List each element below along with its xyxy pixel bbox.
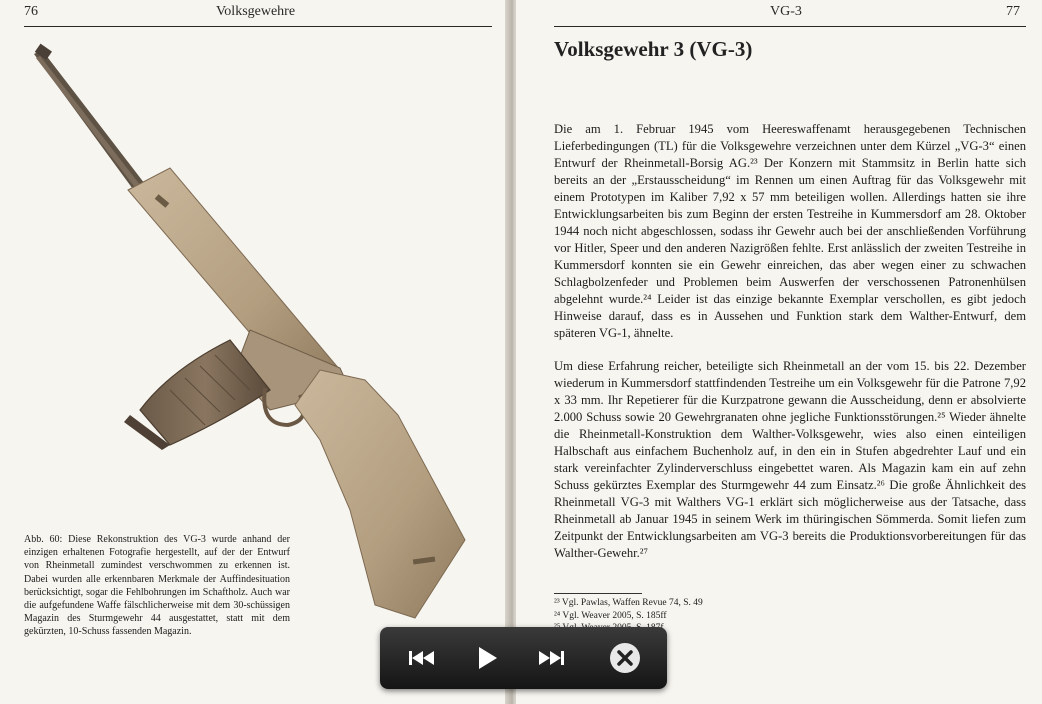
chapter-title: Volksgewehr 3 (VG-3) <box>554 37 753 61</box>
play-button[interactable] <box>469 640 505 676</box>
left-page <box>0 0 512 704</box>
close-icon <box>609 642 641 674</box>
paragraph-1: Die am 1. Februar 1945 vom Heereswaffenamt herausgegebenen Technischen Lieferbedingungen (TL) für die Volksgewehre verzeichnen unter dem Kürzel „VG-3“ einen Entwurf der Rheinmetall-Borsig AG.²³ Der Konzern mit Stammsitz in Berlin hatte sich bereits an der „Erstausscheidung“ im Rennen um einen Auftrag für das Volksgewehr mit einem Prototypen im Kaliber 7,92 x 57 mm beteiligen wollen. Allerdings hatten sie ihre Entwicklungsarbeiten bis zum Beginn der ersten Testreihe in Kummersdorf am 28. Oktober 1944 noch nicht abgeschlossen, sodass ihr Gewehr auch bei der anschließenden Vorführung vor Hitler, Speer und den anderen Nazigrößen fehlte. Erst anlässlich der zweiten Testreihe in Kummersdorf konnten sie ein Gewehr einreichen, das aber wegen einer zu schwachen Schlagbolzenfeder und Problemen beim Auswerfen der verschossenen Patronenhülsen abgelehnt wurde.²⁴ Leider ist das einzige bekannte Exemplar verschollen, es gibt jedoch Hinweise darauf, dass es in Aussehen und Funktion stark dem Walther-Entwurf, dem späteren VG-1, ähnelte. <box>554 122 1026 340</box>
paragraph-2: Um diese Erfahrung reicher, beteiligte sich Rheinmetall an der vom 15. bis 22. Dezember wiederum in Kummersdorf stattfindenden Testreihe um ein Volksgewehr für die Patrone 7,92 x 33 mm. Ihr Repetierer für die Kurzpatrone gewann die Ausscheidung, denn er absolvierte 2.000 Schuss sowie 20 Gewehrgranaten ohne jegliche Funktionsstörungen.²⁵ Wieder ähnelte die Rheinmetall-Konstruktion dem Walther-Volksgewehr, wies also einen einteiligen Halbschaft aus einfachem Buchenholz auf, in den ein in Stufen abgedrehter Lauf und ein stark vereinfachter Zylinderverschluss eingebettet waren. Als Magazin kam ein auf zehn Schuss gekürztes Exemplar des Sturmgewehr 44 zum Einsatz.²⁶ Die große Ähnlichkeit des Rheinmetall VG-3 mit Walthers VG-1 erklärt sich möglicherweise aus der Tatsache, dass Rheinmetall ab Januar 1945 in seinem Werk im thüringischen Sömmerda. Somit liefen zum Zeitpunkt der Entwicklungsarbeiten am VG-3 bereits die Produktionsvorbereitungen für das Walther-Gewehr.²⁷ <box>554 359 1026 560</box>
page-number-right: 77 <box>1006 4 1020 19</box>
footnote-23: ²³ Vgl. Pawlas, Waffen Revue 74, S. 49 <box>554 598 703 608</box>
skip-forward-icon <box>536 649 566 667</box>
page-number-left: 76 <box>24 4 38 19</box>
figure-caption: Abb. 60: Diese Rekonstruktion des VG-3 wurde anhand der einzigen erhaltenen Fotografie hergestellt, auf der der Entwurf von Rheinmetall zumindest verschwommen zu erkennen ist. Dabei wurden alle erkennbaren Merkmale der Auffindesituation berücksichtigt, sogar die Fehlbohrungen im Schaftholz. Auch war die aufgefundene Waffe fälschlicherweise mit dem 30-schüssigen Magazin des Sturmgewehr 44 ausgestattet, statt mit dem gekürzten, 10-Schuss fassenden Magazin. <box>24 534 290 638</box>
right-page <box>516 0 1042 704</box>
skip-forward-button[interactable] <box>533 640 569 676</box>
running-head-left: Volksgewehre <box>216 4 296 19</box>
footnote-rule <box>554 593 642 594</box>
header-rule-right <box>554 26 1026 27</box>
skip-back-icon <box>407 649 437 667</box>
running-head-right: VG-3 <box>770 4 802 19</box>
close-button[interactable] <box>607 640 643 676</box>
header-rule-left <box>24 26 492 27</box>
skip-back-button[interactable] <box>404 640 440 676</box>
play-icon <box>476 646 498 670</box>
footnote-24: ²⁴ Vgl. Weaver 2005, S. 185ff <box>554 610 667 621</box>
media-controls <box>380 627 667 689</box>
